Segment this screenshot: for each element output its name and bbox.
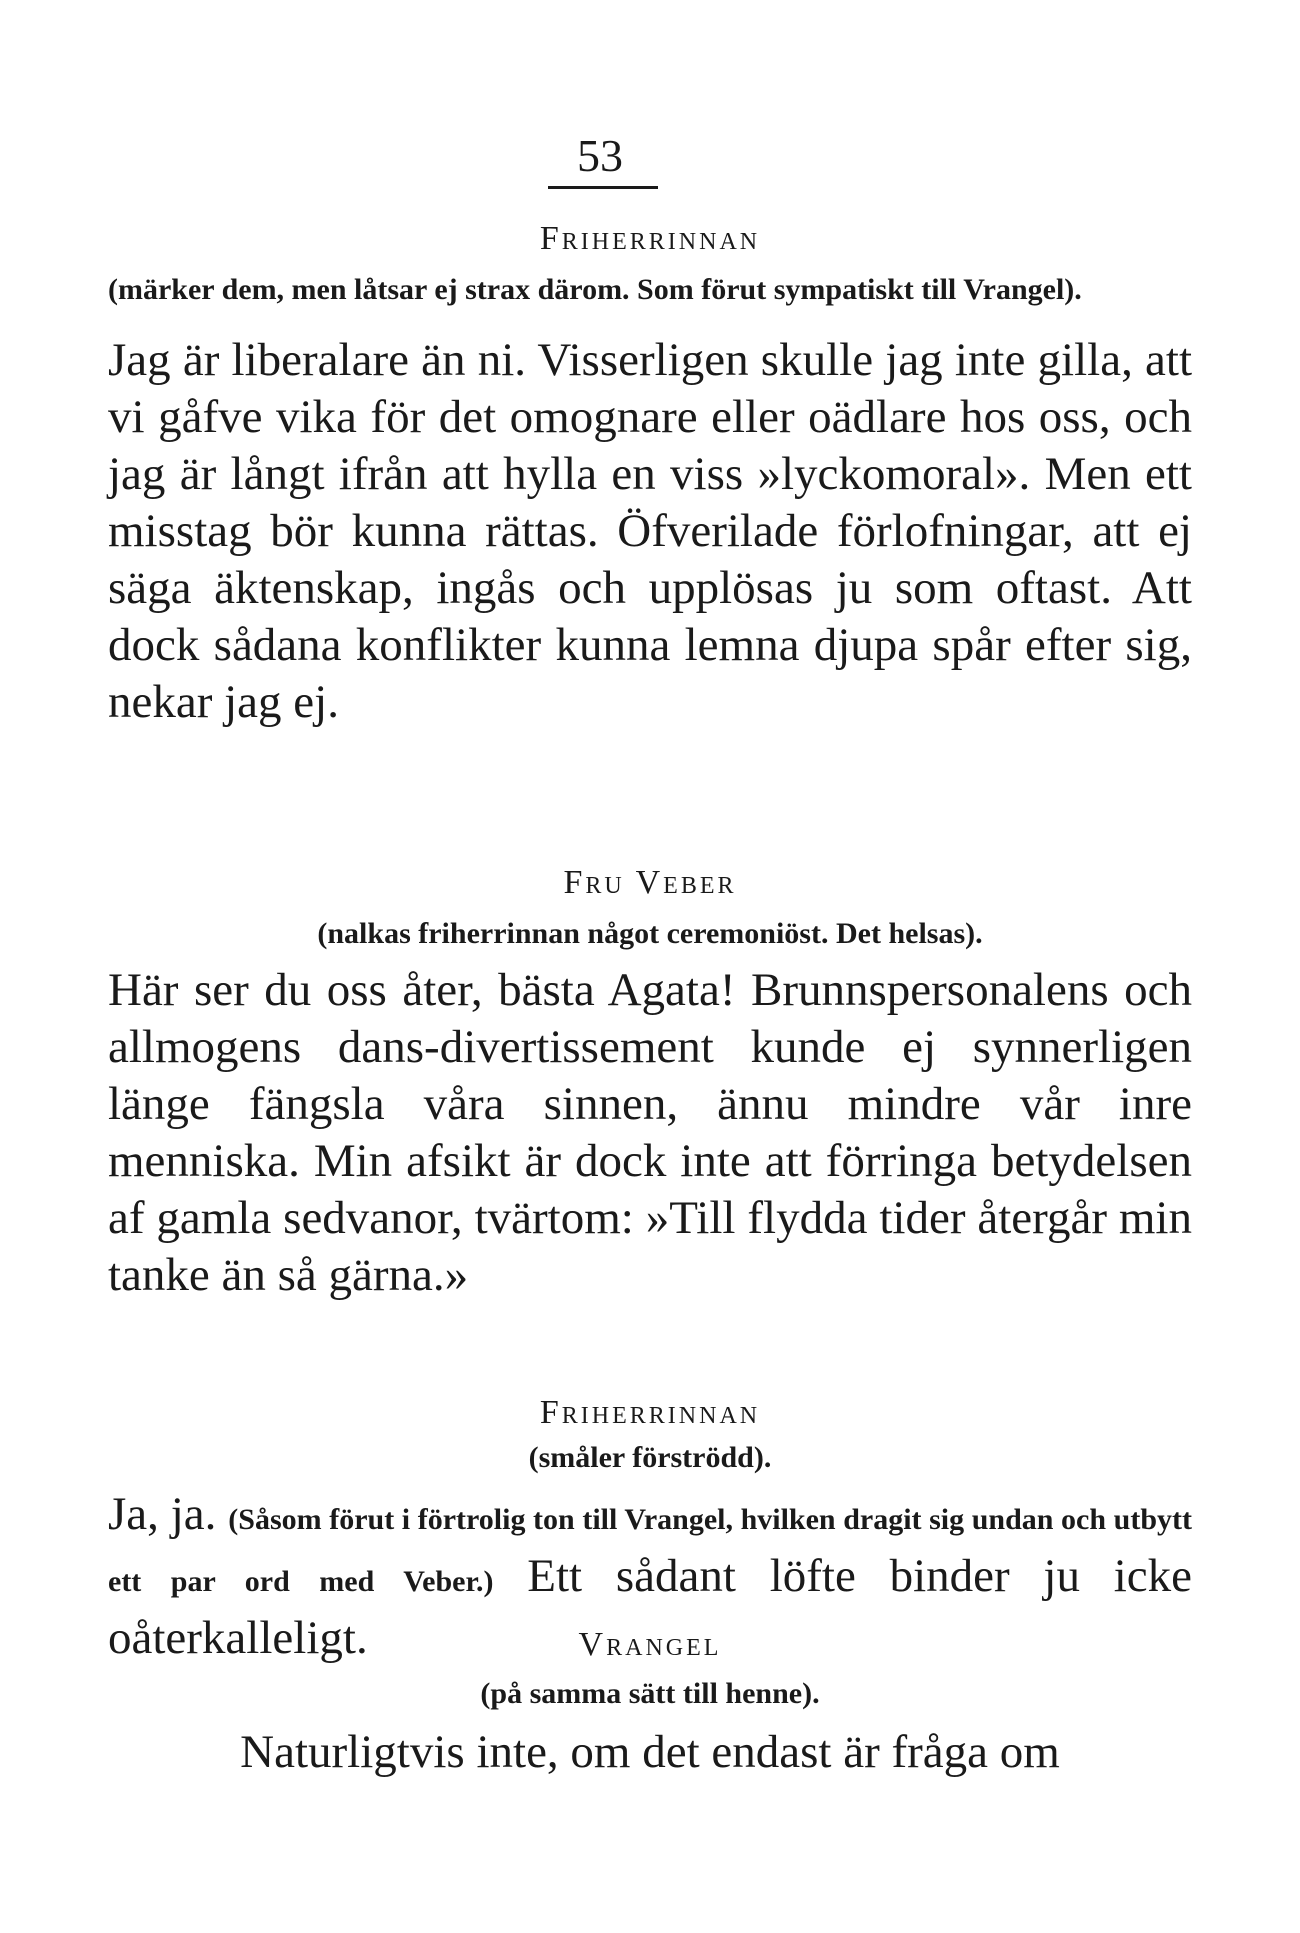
- speaker-name: Friherrinnan: [539, 1394, 761, 1431]
- speech-start: Ja, ja.: [108, 1488, 217, 1540]
- stage-direction: (nalkas friherrinnan något ceremoniöst. Det helsas).: [317, 917, 983, 950]
- speech-text: Naturligtvis inte, om det endast är fråga om: [240, 1726, 1060, 1778]
- page-number-rule: [548, 186, 658, 189]
- page-number: 53: [577, 130, 623, 181]
- stage-direction: (småler förströdd).: [528, 1441, 772, 1474]
- speaker-block: [108, 862, 1192, 1304]
- stage-direction: (märker dem, men låtsar ej strax därom. Som förut sympatiskt till Vrangel).: [108, 273, 1082, 306]
- speech-end: Ett sådant löfte binder ju icke oåterkalleligt.: [108, 1550, 1193, 1664]
- inline-stage-direction: (Såsom förut i förtrolig ton till Vrangel, hvilken dragit sig undan och utbytt ett par ord med Veber.): [108, 1503, 1192, 1598]
- speaker-name: Friherrinnan: [539, 220, 761, 257]
- speech-text: Här ser du oss åter, bästa Agata! Brunnspersonalens och allmogens dans-divertissement kunde ej synnerligen länge fängsla våra sinnen, ännu mindre vår inre menniska. Min afsikt är dock inte att förringa betydelsen af gamla sedvanor, tvärtom: »Till flydda tider återgår min tanke än så gärna.»: [108, 964, 1192, 1301]
- speaker-block: [108, 1624, 1192, 1781]
- stage-direction: (på samma sätt till henne).: [480, 1677, 820, 1710]
- speaker-block: [108, 218, 1192, 731]
- speech-text: Jag är liberalare än ni. Visserligen skulle jag inte gilla, att vi gåfve vika för det omognare eller oädlare hos oss, och jag är långt ifrån att hylla en viss »lyckomoral». Men ett misstag bör kunna rättas. Öfverilade förlofningar, att ej säga äktenskap, ingås och upplösas ju som oftast. Att dock sådana konflikter kunna lemna djupa spår efter sig, nekar jag ej.: [108, 334, 1192, 728]
- speaker-name: Fru Veber: [563, 864, 737, 901]
- speaker-name: Vrangel: [578, 1626, 722, 1663]
